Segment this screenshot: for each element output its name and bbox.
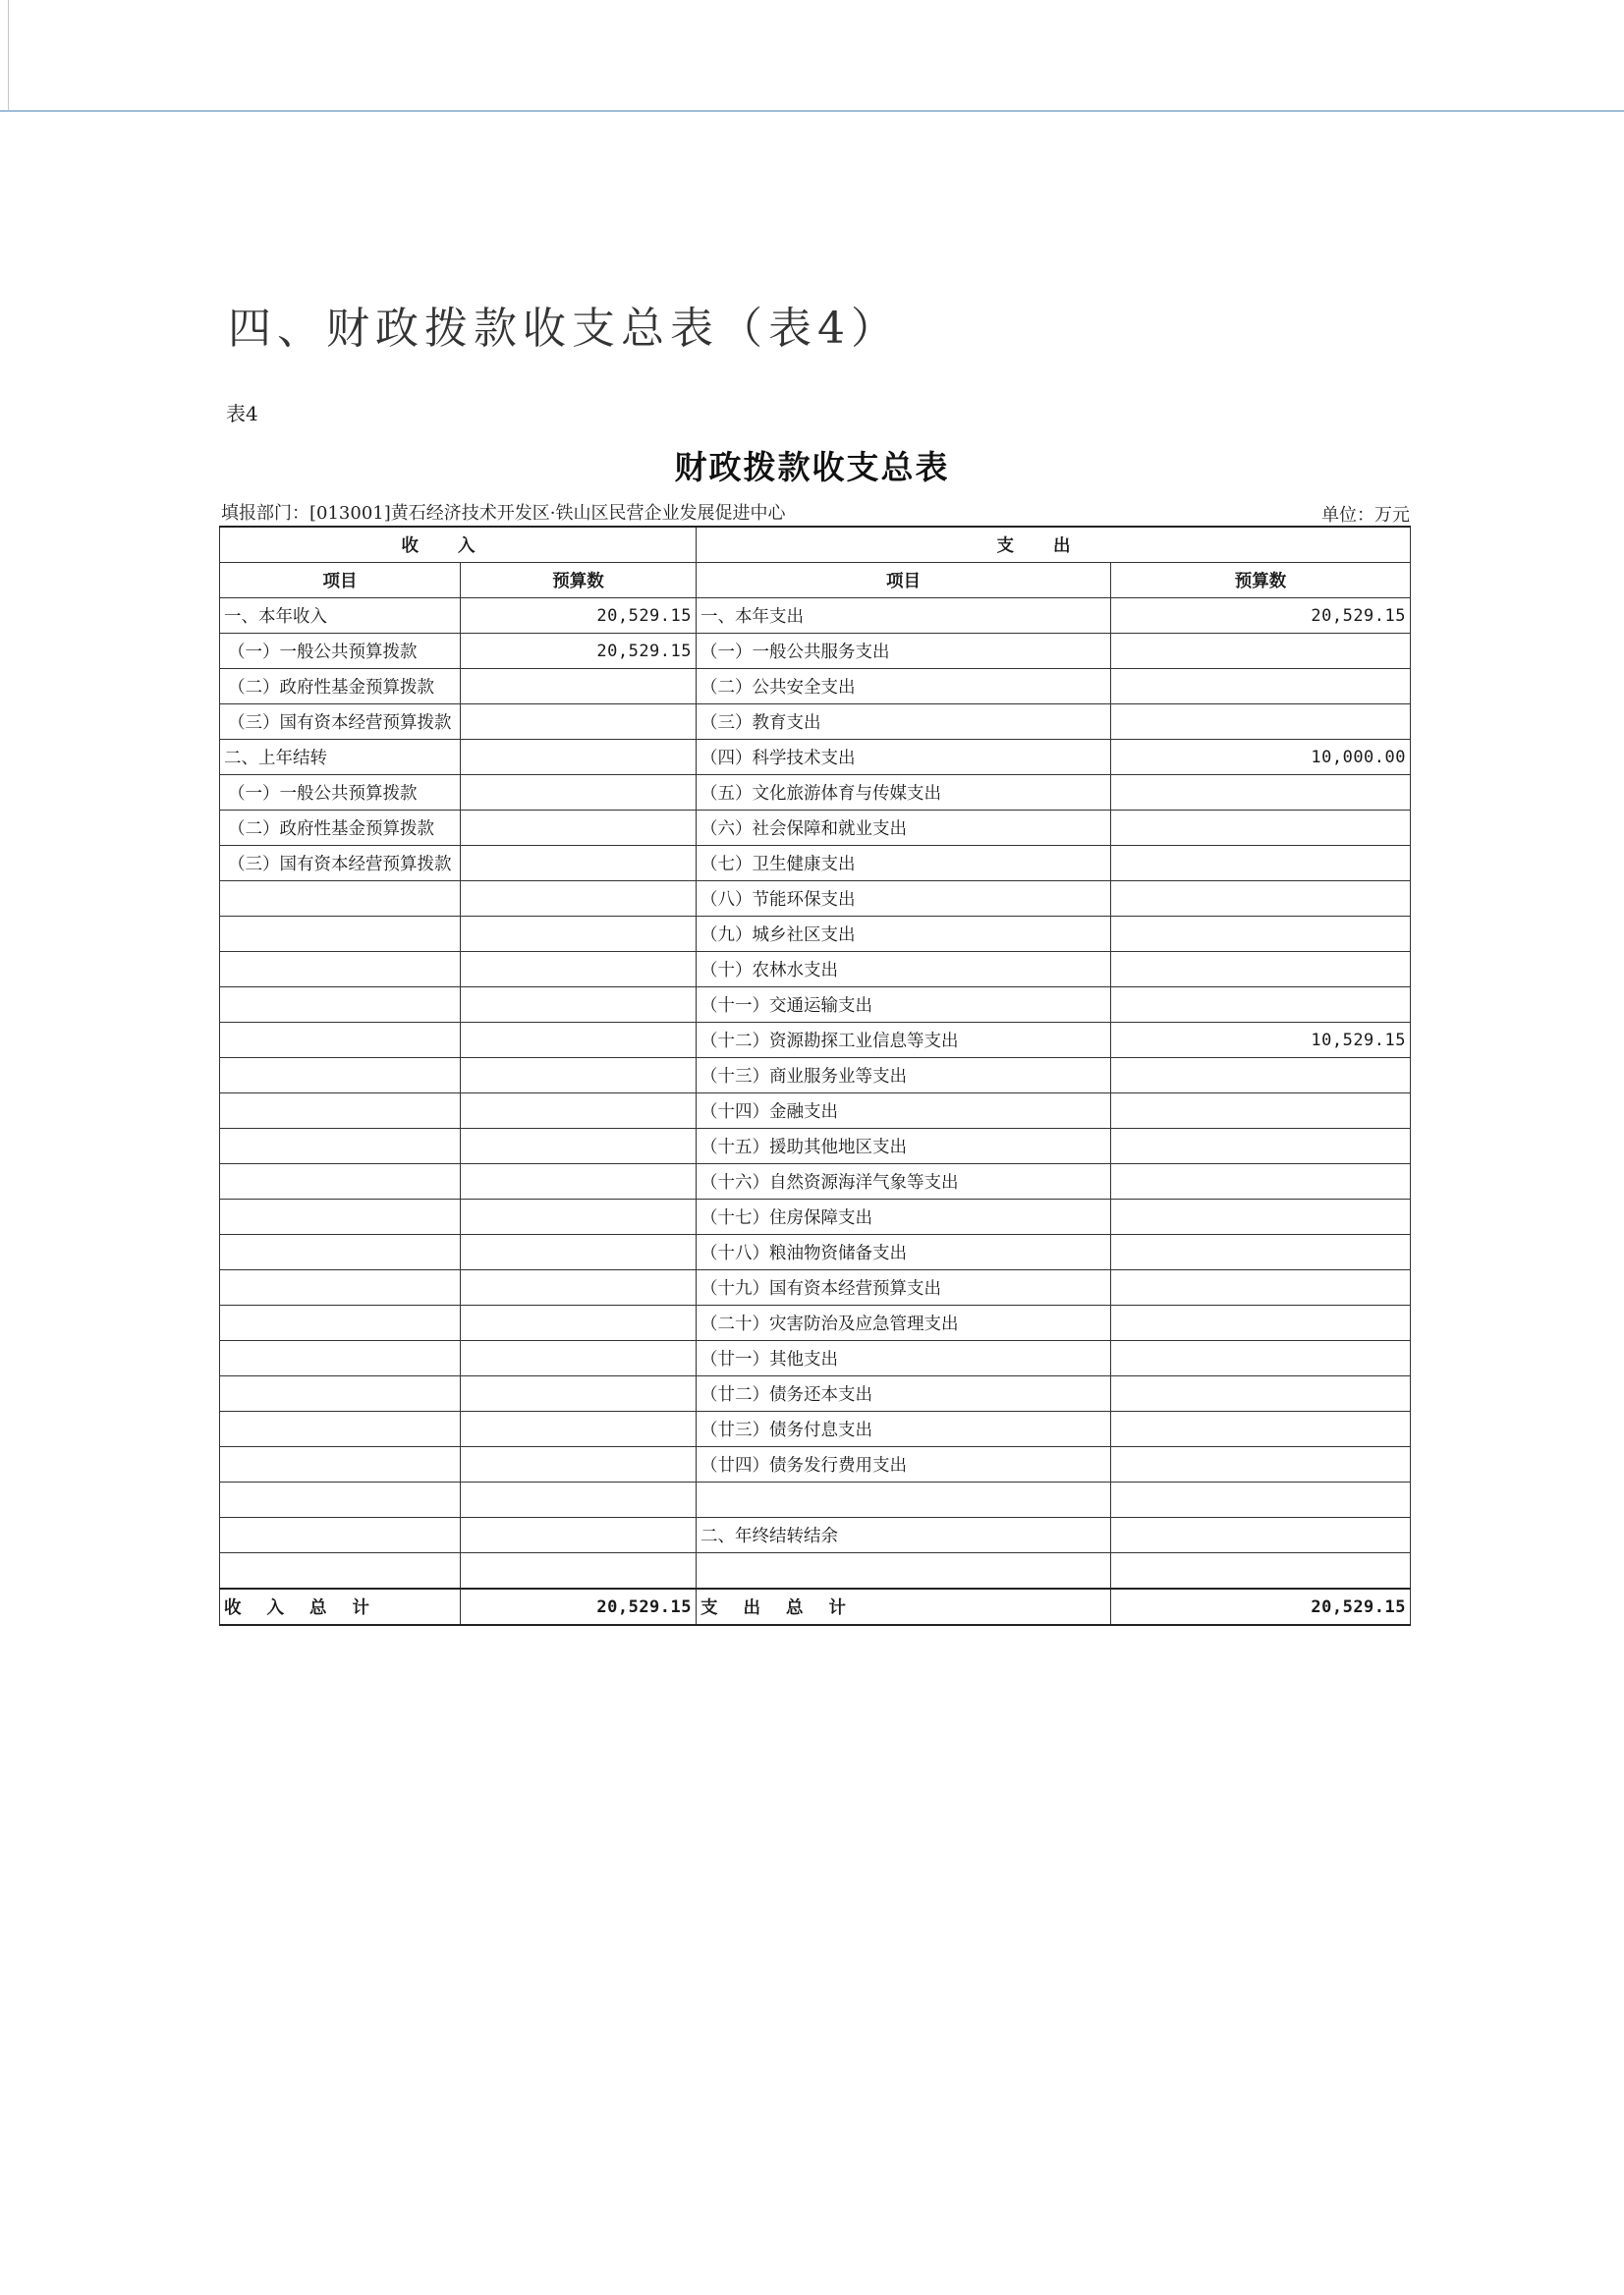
expense-item: （廿二）债务还本支出 <box>697 1376 1111 1412</box>
table-row <box>220 1341 1411 1376</box>
income-total-amount: 20,529.15 <box>461 1589 697 1625</box>
income-item <box>220 987 461 1023</box>
expense-amount <box>1111 1093 1411 1129</box>
income-item: （三）国有资本经营预算拨款 <box>220 704 461 740</box>
income-amount <box>461 740 697 775</box>
table-group-header <box>220 527 1411 563</box>
expense-amount <box>1111 846 1411 881</box>
expense-item: （廿三）债务付息支出 <box>697 1412 1111 1447</box>
income-item: 二、上年结转 <box>220 740 461 775</box>
expense-amount: 20,529.15 <box>1111 598 1411 634</box>
expense-amount <box>1111 1235 1411 1270</box>
table-row <box>220 669 1411 704</box>
income-item <box>220 917 461 952</box>
expense-amount <box>1111 1518 1411 1553</box>
expense-item: （十一）交通运输支出 <box>697 987 1111 1023</box>
income-amount <box>461 811 697 846</box>
table-row <box>220 1235 1411 1270</box>
income-amount <box>461 704 697 740</box>
expense-item: （七）卫生健康支出 <box>697 846 1111 881</box>
income-item <box>220 1483 461 1518</box>
income-amount <box>461 1518 697 1553</box>
income-amount <box>461 1164 697 1200</box>
expense-item: （十四）金融支出 <box>697 1093 1111 1129</box>
table-row <box>220 1483 1411 1518</box>
table-row <box>220 1447 1411 1483</box>
table-row <box>220 952 1411 987</box>
expense-amount <box>1111 1200 1411 1235</box>
expense-item: （十二）资源勘探工业信息等支出 <box>697 1023 1111 1058</box>
table-row <box>220 881 1411 917</box>
table-column-header <box>220 563 1411 598</box>
expense-amount: 10,529.15 <box>1111 1023 1411 1058</box>
table-row <box>220 775 1411 811</box>
table-row <box>220 1164 1411 1200</box>
income-amount <box>461 1341 697 1376</box>
expense-item: （十五）援助其他地区支出 <box>697 1129 1111 1164</box>
expense-amount <box>1111 1129 1411 1164</box>
income-amount <box>461 1412 697 1447</box>
expense-item: （三）教育支出 <box>697 704 1111 740</box>
table-row <box>220 1553 1411 1590</box>
income-amount <box>461 669 697 704</box>
income-item <box>220 1447 461 1483</box>
expense-item: （二）公共安全支出 <box>697 669 1111 704</box>
income-amount <box>461 1093 697 1129</box>
page-edge <box>8 0 9 110</box>
expense-amount <box>1111 1058 1411 1093</box>
expense-amount <box>1111 1270 1411 1306</box>
income-item <box>220 1518 461 1553</box>
income-item <box>220 1023 461 1058</box>
table-row <box>220 704 1411 740</box>
header-rule <box>0 110 1624 112</box>
expense-item: （十六）自然资源海洋气象等支出 <box>697 1164 1111 1200</box>
total-row <box>220 1589 1411 1625</box>
expense-item: （一）一般公共服务支出 <box>697 634 1111 669</box>
expense-amount: 10,000.00 <box>1111 740 1411 775</box>
expense-budget-header: 预算数 <box>1111 563 1411 598</box>
expense-item: （十三）商业服务业等支出 <box>697 1058 1111 1093</box>
table-row <box>220 1270 1411 1306</box>
income-amount <box>461 1447 697 1483</box>
expense-amount <box>1111 704 1411 740</box>
expense-total-amount: 20,529.15 <box>1111 1589 1411 1625</box>
income-item <box>220 1270 461 1306</box>
expense-item: 一、本年支出 <box>697 598 1111 634</box>
table-row <box>220 811 1411 846</box>
section-title: 四、财政拨款收支总表（表4） <box>228 304 900 354</box>
expense-total-label: 支出总计 <box>697 1589 1111 1625</box>
unit-label: 单位：万元 <box>1321 505 1410 526</box>
income-item <box>220 1553 461 1590</box>
expense-item: （六）社会保障和就业支出 <box>697 811 1111 846</box>
income-amount <box>461 1376 697 1412</box>
expense-item: （廿四）债务发行费用支出 <box>697 1447 1111 1483</box>
expense-item: （十）农林水支出 <box>697 952 1111 987</box>
income-amount <box>461 987 697 1023</box>
table-row <box>220 1306 1411 1341</box>
meta-line <box>221 499 1410 525</box>
income-budget-header: 预算数 <box>461 563 697 598</box>
income-item <box>220 1093 461 1129</box>
income-item-header: 项目 <box>220 563 461 598</box>
income-amount: 20,529.15 <box>461 634 697 669</box>
expense-amount <box>1111 1164 1411 1200</box>
table-row <box>220 598 1411 634</box>
income-item <box>220 1376 461 1412</box>
income-item: （一）一般公共预算拨款 <box>220 634 461 669</box>
income-amount <box>461 1483 697 1518</box>
table-row <box>220 740 1411 775</box>
budget-table <box>219 526 1411 1626</box>
expense-amount <box>1111 1483 1411 1518</box>
expense-item <box>697 1483 1111 1518</box>
expense-amount <box>1111 987 1411 1023</box>
expense-amount <box>1111 1341 1411 1376</box>
table-row <box>220 1093 1411 1129</box>
expense-amount <box>1111 881 1411 917</box>
table-row <box>220 1200 1411 1235</box>
income-item: （二）政府性基金预算拨款 <box>220 669 461 704</box>
income-amount <box>461 1023 697 1058</box>
table-row <box>220 1412 1411 1447</box>
income-amount <box>461 1200 697 1235</box>
table-row <box>220 1058 1411 1093</box>
expense-item: （八）节能环保支出 <box>697 881 1111 917</box>
income-item <box>220 1058 461 1093</box>
income-amount <box>461 1553 697 1590</box>
expense-item: （十九）国有资本经营预算支出 <box>697 1270 1111 1306</box>
expense-amount <box>1111 634 1411 669</box>
income-amount <box>461 1270 697 1306</box>
expense-amount <box>1111 1447 1411 1483</box>
income-item <box>220 1306 461 1341</box>
expense-amount <box>1111 1306 1411 1341</box>
expense-amount <box>1111 669 1411 704</box>
table-number: 表4 <box>226 402 258 425</box>
income-amount <box>461 952 697 987</box>
expense-amount <box>1111 952 1411 987</box>
expense-item: （五）文化旅游体育与传媒支出 <box>697 775 1111 811</box>
income-amount: 20,529.15 <box>461 598 697 634</box>
report-title: 财政拨款收支总表 <box>674 448 950 486</box>
income-item: （一）一般公共预算拨款 <box>220 775 461 811</box>
income-item <box>220 1412 461 1447</box>
income-amount <box>461 881 697 917</box>
income-item <box>220 952 461 987</box>
table-row <box>220 1129 1411 1164</box>
income-amount <box>461 1129 697 1164</box>
income-amount <box>461 846 697 881</box>
expense-item: （四）科学技术支出 <box>697 740 1111 775</box>
expense-item: （十七）住房保障支出 <box>697 1200 1111 1235</box>
expense-amount <box>1111 917 1411 952</box>
table-row <box>220 917 1411 952</box>
income-amount <box>461 1235 697 1270</box>
expense-item: 二、年终结转结余 <box>697 1518 1111 1553</box>
expense-item: （十八）粮油物资储备支出 <box>697 1235 1111 1270</box>
income-group-header: 收入 <box>220 527 697 563</box>
table-row <box>220 1023 1411 1058</box>
expense-item-header: 项目 <box>697 563 1111 598</box>
income-item <box>220 1341 461 1376</box>
income-amount <box>461 1058 697 1093</box>
income-item <box>220 1164 461 1200</box>
income-item: 一、本年收入 <box>220 598 461 634</box>
expense-group-header: 支出 <box>697 527 1411 563</box>
table-row <box>220 1518 1411 1553</box>
income-total-label: 收入总计 <box>220 1589 461 1625</box>
filing-department: 填报部门：[013001]黄石经济技术开发区·铁山区民营企业发展促进中心 <box>221 503 786 524</box>
expense-item: （九）城乡社区支出 <box>697 917 1111 952</box>
income-item <box>220 1129 461 1164</box>
expense-amount <box>1111 811 1411 846</box>
expense-item: （二十）灾害防治及应急管理支出 <box>697 1306 1111 1341</box>
table-row <box>220 634 1411 669</box>
income-item <box>220 1235 461 1270</box>
income-item <box>220 1200 461 1235</box>
income-amount <box>461 775 697 811</box>
expense-item <box>697 1553 1111 1590</box>
table-row <box>220 846 1411 881</box>
expense-amount <box>1111 1412 1411 1447</box>
table-row <box>220 987 1411 1023</box>
table-row <box>220 1376 1411 1412</box>
income-amount <box>461 917 697 952</box>
expense-amount <box>1111 1553 1411 1590</box>
expense-amount <box>1111 775 1411 811</box>
income-item: （二）政府性基金预算拨款 <box>220 811 461 846</box>
expense-item: （廿一）其他支出 <box>697 1341 1111 1376</box>
income-item: （三）国有资本经营预算拨款 <box>220 846 461 881</box>
expense-amount <box>1111 1376 1411 1412</box>
income-item <box>220 881 461 917</box>
income-amount <box>461 1306 697 1341</box>
table-body <box>220 598 1411 1626</box>
